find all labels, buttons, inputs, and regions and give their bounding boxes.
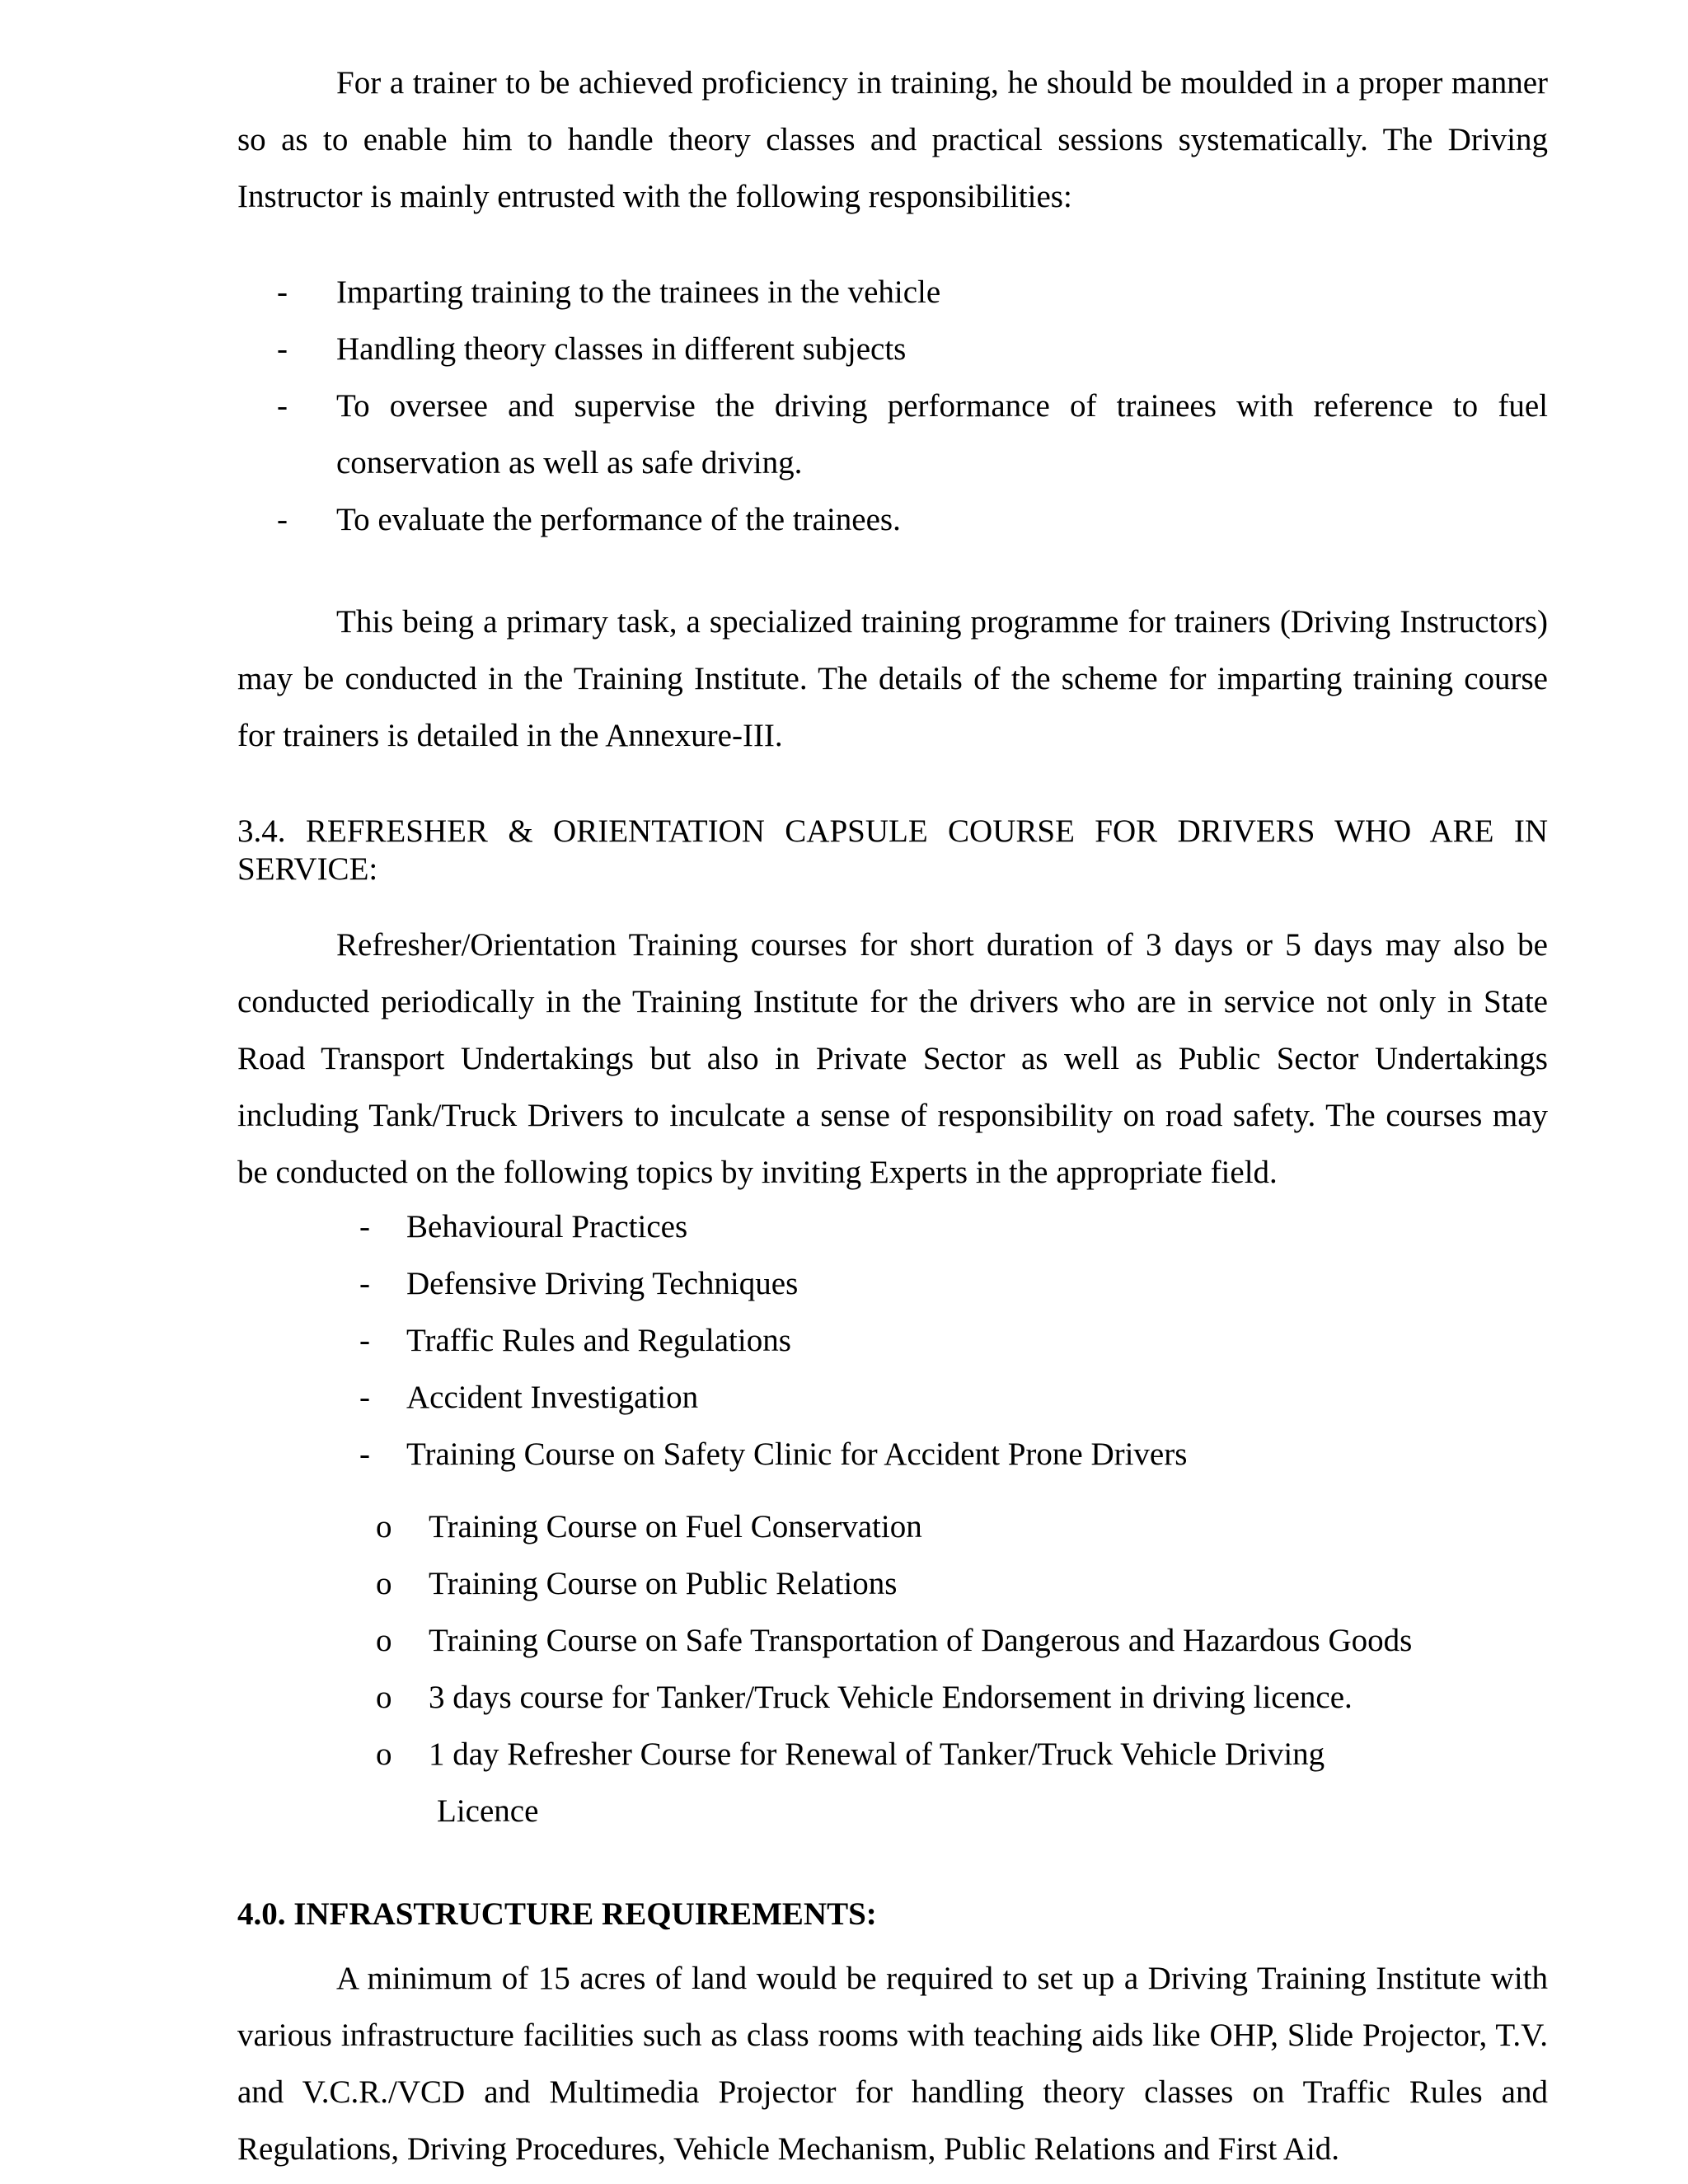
list-item-text: Training Course on Safe Transportation of Dangerous and Hazardous Goods [429, 1623, 1413, 1658]
list-item-text: 3 days course for Tanker/Truck Vehicle Endorsement in driving licence. [429, 1680, 1353, 1715]
list-item [237, 1198, 1548, 1255]
list-item-text: Accident Investigation [406, 1380, 699, 1415]
section-heading-3-4: 3.4. REFRESHER & ORIENTATION CAPSULE COURSE FOR DRIVERS WHO ARE IN SERVICE: [237, 813, 1548, 887]
list-item-text: Training Course on Fuel Conservation [429, 1509, 922, 1544]
dash-bullet: - [277, 502, 288, 537]
section-heading-4-0: 4.0. INFRASTRUCTURE REQUIREMENTS: [237, 1896, 877, 1932]
list-item [237, 1669, 1474, 1726]
topics-list [237, 1198, 1548, 1483]
list-item [237, 1612, 1474, 1669]
dash-bullet: - [359, 1209, 370, 1244]
infrastructure-paragraph: A minimum of 15 acres of land would be required to set up a Driving Training Institute with various infrastructure facilities such as class rooms with teaching aids like OHP, Slide Projector, T.V. and V.C.R./VCD and Multimedia Projector for handling theory classes on Traffic Rules and Regulations, Driving Procedures, Vehicle Mechanism, Public Relations and First Aid. [237, 1961, 1548, 2167]
dash-bullet: - [359, 1266, 370, 1301]
list-item [237, 377, 1548, 491]
list-item [237, 1312, 1548, 1369]
list-item [237, 1726, 1474, 1840]
circle-bullet: o [376, 1736, 392, 1772]
circle-bullet: o [376, 1509, 392, 1544]
list-item [237, 1555, 1474, 1612]
circle-bullet: o [376, 1566, 392, 1601]
circle-bullet: o [376, 1680, 392, 1715]
list-item-text: Traffic Rules and Regulations [406, 1323, 791, 1358]
list-item-text: To oversee and supervise the driving performance of trainees with reference to fuel conservation as well as safe driving. [336, 388, 1548, 480]
dash-bullet: - [277, 331, 288, 367]
list-item-text: 1 day Refresher Course for Renewal of Tanker/Truck Vehicle Driving [429, 1736, 1325, 1772]
list-item-text: Behavioural Practices [406, 1209, 688, 1244]
refresher-paragraph: Refresher/Orientation Training courses for short duration of 3 days or 5 days may also be conducted periodically in the Training Institute for the drivers who are in service not only in State Road Transport Undertakings but also in Private Sector as well as Public Sector Undertakings including Tank/Truck Drivers to inculcate a sense of responsibility on road safety. The courses may be conducted on the following topics by inviting Experts in the appropriate field. [237, 927, 1548, 1190]
dash-bullet: - [359, 1323, 370, 1358]
list-item [237, 1369, 1548, 1426]
dash-bullet: - [277, 388, 288, 424]
responsibilities-list [237, 264, 1548, 548]
dash-bullet: - [359, 1380, 370, 1415]
list-item [237, 491, 1548, 548]
list-item-text: Training Course on Public Relations [429, 1566, 898, 1601]
dash-bullet: - [277, 274, 288, 310]
list-item-continuation: Licence [437, 1793, 539, 1829]
list-item [237, 1498, 1474, 1555]
intro-paragraph: For a trainer to be achieved proficiency in training, he should be moulded in a proper manner so as to enable him to handle theory classes and practical sessions systematically. The Driving Instructor is mainly entrusted with the following responsibilities: [237, 65, 1548, 214]
trainer-programme-paragraph: This being a primary task, a specialized training programme for trainers (Driving Instructors) may be conducted in the Training Institute. The details of the scheme for imparting training course for trainers is detailed in the Annexure-III. [237, 604, 1548, 753]
courses-list [237, 1498, 1474, 1840]
list-item-text: To evaluate the performance of the trainees. [336, 502, 901, 537]
list-item-text: Handling theory classes in different subjects [336, 331, 907, 367]
dash-bullet: - [359, 1436, 370, 1472]
list-item [237, 1426, 1548, 1483]
circle-bullet: o [376, 1623, 392, 1658]
list-item [237, 321, 1548, 377]
list-item [237, 264, 1548, 321]
list-item-text: Training Course on Safety Clinic for Accident Prone Drivers [406, 1436, 1188, 1472]
list-item-text: Defensive Driving Techniques [406, 1266, 799, 1301]
list-item [237, 1255, 1548, 1312]
list-item-text: Imparting training to the trainees in the vehicle [336, 274, 941, 310]
